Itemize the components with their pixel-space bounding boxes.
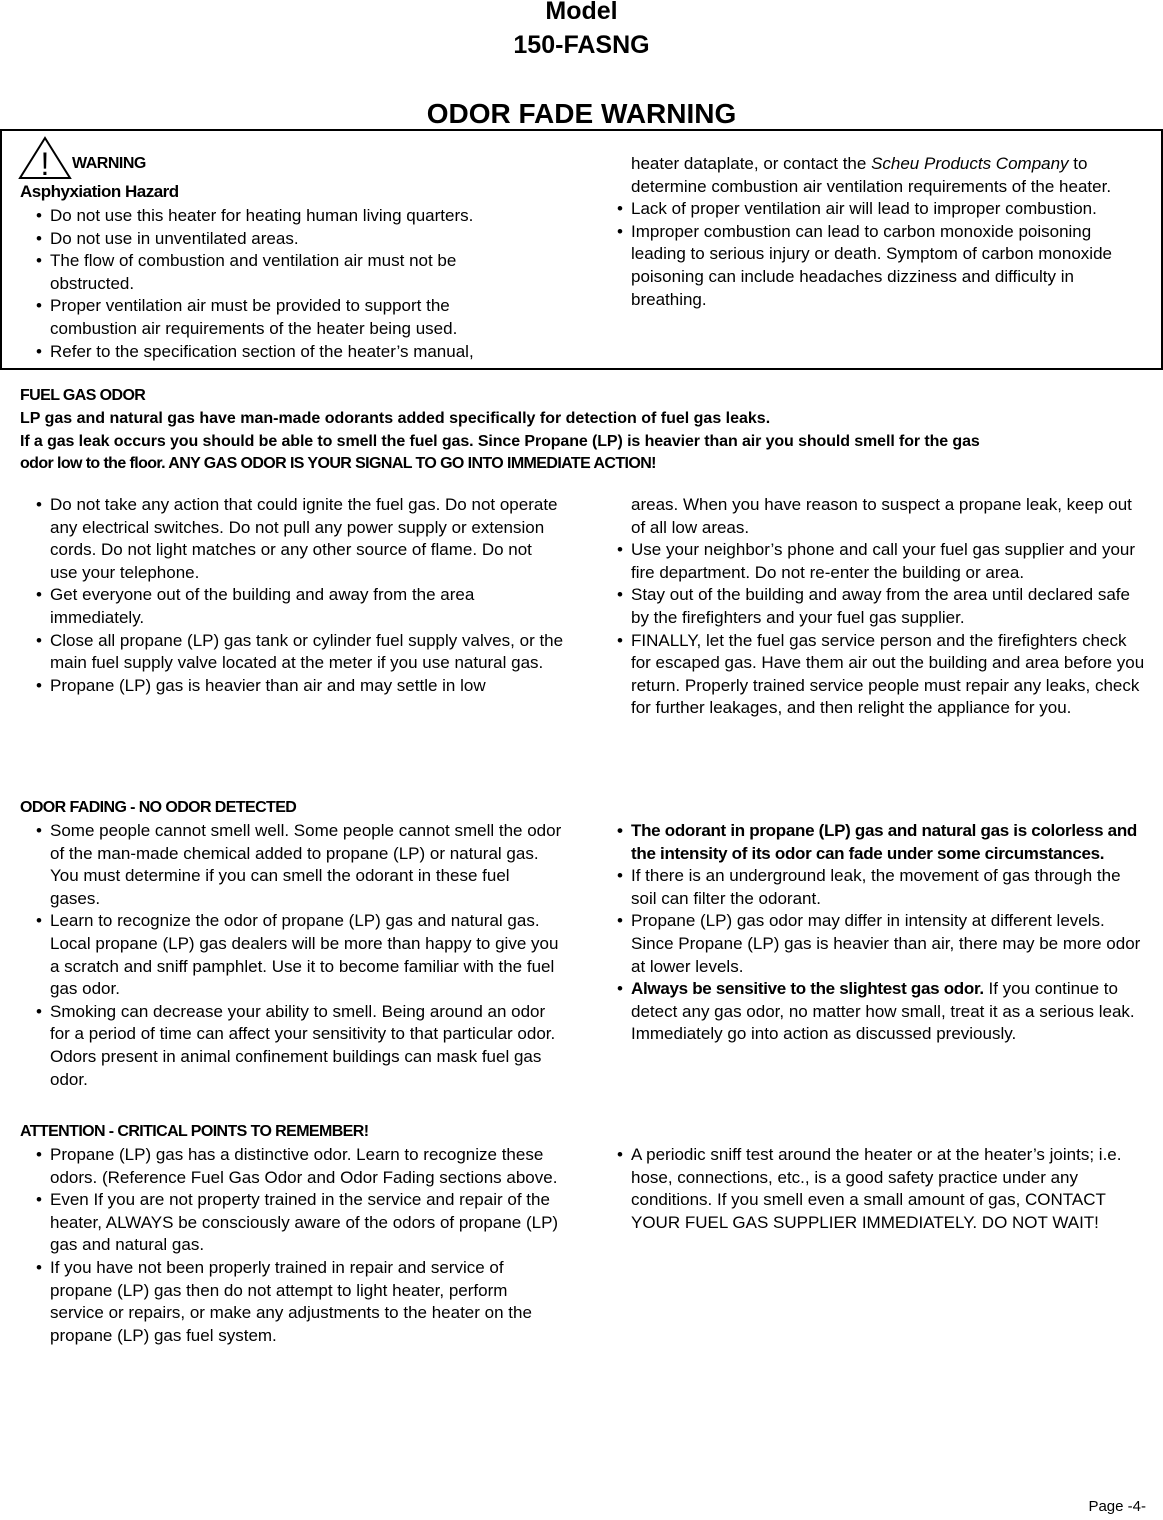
list-item: • Some people cannot smell well. Some people cannot smell the odor of the man-made chemical added to propane (LP) or natural gas. You must determine if you can smell the odorant in these fuel gases.	[34, 820, 564, 910]
list-item: • Do not use this heater for heating human living quarters.	[34, 205, 539, 228]
list-item: • Improper combustion can lead to carbon monoxide poisoning leading to serious injury or death. Symptom of carbon monoxide poisoning can include headaches dizziness and difficulty in breathing.	[615, 221, 1145, 311]
attention-right-list	[615, 1144, 1147, 1234]
list-item: • Even If you are not property trained in the service and repair of the heater, ALWAYS be consciously aware of the odors of propane (LP) gas and natural gas.	[34, 1189, 564, 1257]
warning-label: WARNING	[72, 155, 146, 172]
company-name: Scheu Products Company	[871, 154, 1069, 173]
fuel-gas-odor-heading: FUEL GAS ODOR	[20, 387, 146, 404]
list-item: • Close all propane (LP) gas tank or cylinder fuel supply valves, or the main fuel supply valve located at the meter if you use natural gas.	[34, 630, 564, 675]
list-item: • A periodic sniff test around the heater or at the heater’s joints; i.e. hose, connections, etc., is a good safety practice under any conditions. If you smell even a small amount of gas, CONTACT YOUR FUEL GAS SUPPLIER IMMEDIATELY. DO NOT WAIT!	[615, 1144, 1147, 1234]
list-item: • Do not use in unventilated areas.	[34, 228, 539, 251]
list-item: • Smoking can decrease your ability to smell. Being around an odor for a period of time can affect your sensitivity to that particular odor. Odors present in animal confinement buildings can mask fuel gas odor.	[34, 1001, 564, 1091]
fading-left-list	[34, 820, 564, 1091]
list-item: • Learn to recognize the odor of propane (LP) gas and natural gas. Local propane (LP) gas dealers will be more than happy to give you a scratch and sniff pamphlet. Use it to become familiar with the fuel gas odor.	[34, 910, 564, 1000]
list-item: • If you have not been properly trained in repair and service of propane (LP) gas then do not attempt to light heater, perform service or repairs, or make any adjustments to the heater on the propane (LP) gas fuel system.	[34, 1257, 564, 1347]
list-item: • If there is an underground leak, the movement of gas through the soil can filter the odorant.	[615, 865, 1147, 910]
list-item: • Get everyone out of the building and away from the area immediately.	[34, 584, 564, 629]
list-item	[615, 978, 1147, 1046]
warning-triangle-icon	[18, 136, 72, 180]
emphasis-text: Always be sensitive to the slightest gas odor.	[631, 979, 984, 999]
fuel-gas-intro	[20, 408, 1160, 476]
warning-left-list	[34, 205, 539, 363]
list-item: • Lack of proper ventilation air will lead to improper combustion.	[615, 198, 1145, 221]
page-number: Page -4-	[1088, 1498, 1146, 1515]
continued-text: areas. When you have reason to suspect a propane leak, keep out of all low areas.	[631, 495, 1132, 537]
list-item: • Do not take any action that could ignite the fuel gas. Do not operate any electrical switches. Do not pull any power supply or extension cords. Do not light matches or any other source of flame. Do not use your telephone.	[34, 494, 564, 584]
odor-fading-heading: ODOR FADING - NO ODOR DETECTED	[20, 799, 297, 816]
attention-heading: ATTENTION - CRITICAL POINTS TO REMEMBER!	[20, 1123, 369, 1140]
list-item: • FINALLY, let the fuel gas service person and the firefighters check for escaped gas. Have them air out the building and area before you return. Properly trained service people must repair any leaks, check for further leakages, and then relight the appliance for you.	[615, 630, 1147, 720]
fuel-right-list	[615, 494, 1147, 720]
warning-right-list	[615, 153, 1145, 311]
fuel-left-list	[34, 494, 564, 697]
svg-text:!: !	[40, 146, 50, 180]
list-item: • Propane (LP) gas has a distinctive odor. Learn to recognize these odors. (Reference Fuel Gas Odor and Odor Fading sections above.	[34, 1144, 564, 1189]
model-label: Model	[545, 0, 618, 25]
hazard-title: Asphyxiation Hazard	[20, 182, 179, 201]
list-item: • Refer to the specification section of the heater’s manual,	[34, 341, 539, 364]
model-number: 150-FASNG	[513, 31, 650, 59]
list-item: • Stay out of the building and away from the area until declared safe by the firefighters and your fuel gas supplier.	[615, 584, 1147, 629]
list-item-text: If you continue to detect any gas odor, no matter how small, treat it as a serious leak. Immediately go into action as discussed previously.	[631, 979, 1135, 1044]
list-item: • Propane (LP) gas is heavier than air and may settle in low	[34, 675, 564, 698]
intro-line: If a gas leak occurs you should be able to smell the fuel gas. Since Propane (LP) is heavier than air you should smell for the gas	[20, 432, 980, 450]
list-item: • Proper ventilation air must be provided to support the combustion air requirements of the heater being used.	[34, 295, 539, 340]
list-item: • The flow of combustion and ventilation air must not be obstructed.	[34, 250, 539, 295]
list-item: • The odorant in propane (LP) gas and natural gas is colorless and the intensity of its odor can fade under some circumstances.	[615, 820, 1147, 865]
list-item: • Use your neighbor’s phone and call your fuel gas supplier and your fire department. Do not re-enter the building or area.	[615, 539, 1147, 584]
list-item: • Propane (LP) gas odor may differ in intensity at different levels. Since Propane (LP) gas is heavier than air, there may be more odor at lower levels.	[615, 910, 1147, 978]
attention-left-list	[34, 1144, 564, 1347]
intro-line: odor low to the floor. ANY GAS ODOR IS YOUR SIGNAL TO GO INTO IMMEDIATE ACTION!	[20, 455, 656, 472]
page-title: ODOR FADE WARNING	[426, 98, 737, 129]
continued-text: heater dataplate, or contact the Scheu Products Company to determine combustion air ventilation requirements of the heater.	[631, 154, 1112, 196]
fading-right-list	[615, 820, 1147, 1046]
intro-line: LP gas and natural gas have man-made odorants added specifically for detection of fuel gas leaks.	[20, 410, 771, 427]
